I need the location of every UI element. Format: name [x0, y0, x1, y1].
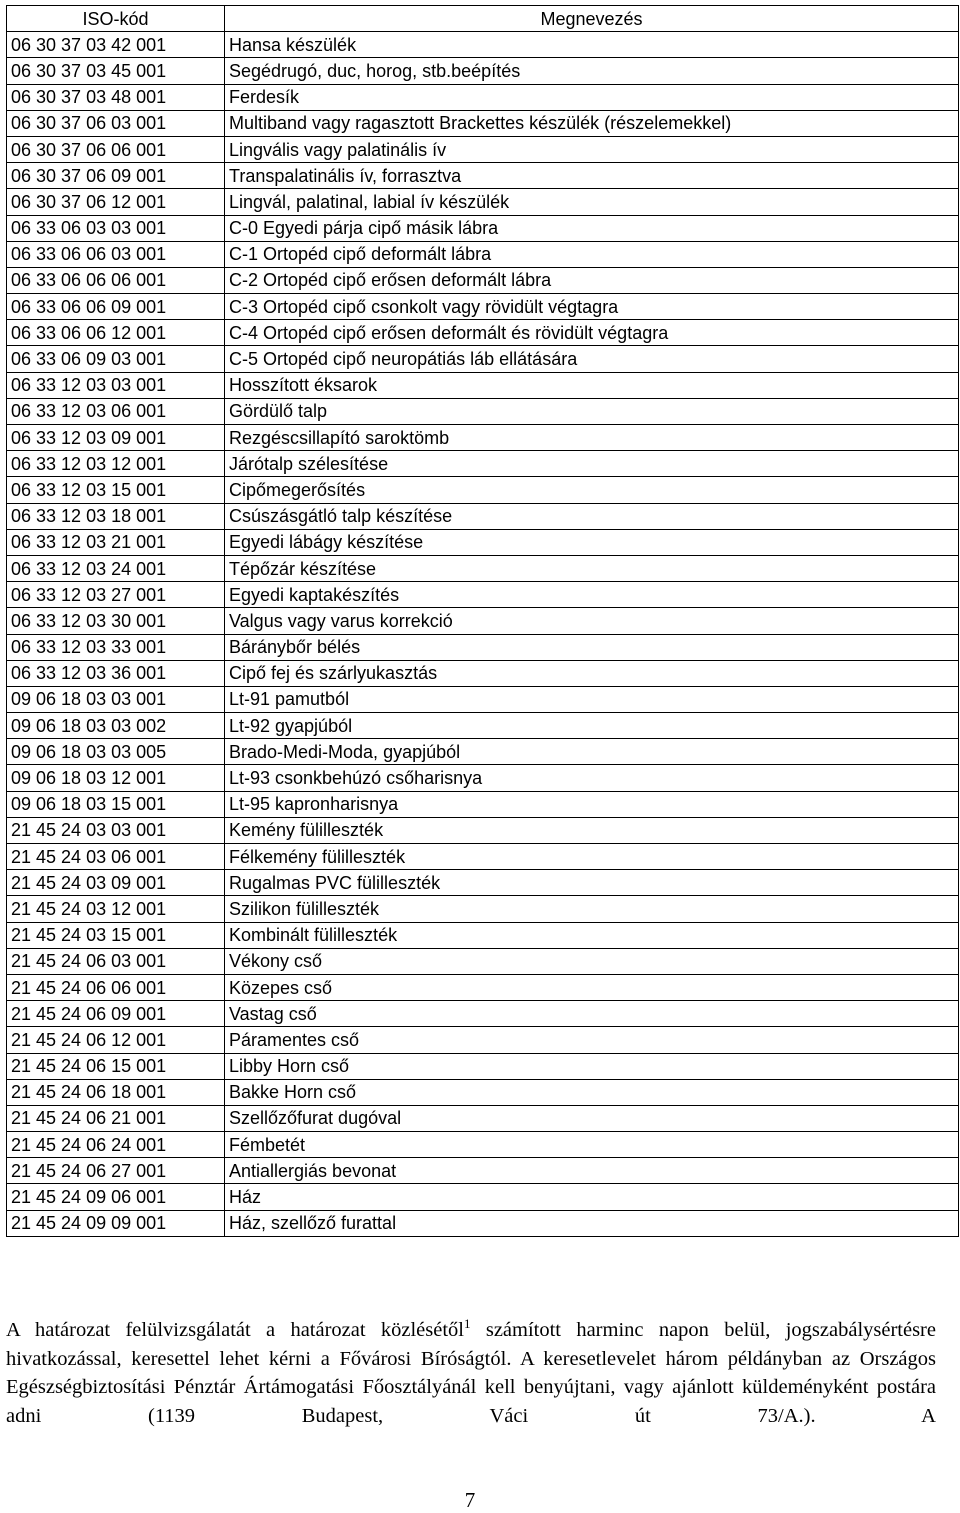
item-name-cell: Egyedi kaptakészítés — [225, 582, 959, 608]
item-name-cell: Rezgéscsillapító saroktömb — [225, 425, 959, 451]
table-row — [7, 1027, 959, 1053]
iso-code-cell: 21 45 24 06 06 001 — [7, 974, 225, 1000]
item-name-cell: Cipő fej és szárlyukasztás — [225, 660, 959, 686]
item-name-cell: C-2 Ortopéd cipő erősen deformált lábra — [225, 267, 959, 293]
table-row — [7, 58, 959, 84]
table-row — [7, 634, 959, 660]
item-name-cell: Multiband vagy ragasztott Brackettes készülék (részelemekkel) — [225, 110, 959, 136]
item-name-cell: Ház, szellőző furattal — [225, 1210, 959, 1236]
table-row — [7, 163, 959, 189]
iso-code-cell: 09 06 18 03 03 001 — [7, 686, 225, 712]
item-name-cell: Segédrugó, duc, horog, stb.beépítés — [225, 58, 959, 84]
iso-code-cell: 06 33 12 03 15 001 — [7, 477, 225, 503]
item-name-cell: C-3 Ortopéd cipő csonkolt vagy rövidült végtagra — [225, 294, 959, 320]
header-name — [225, 6, 959, 32]
iso-code-cell: 06 33 06 09 03 001 — [7, 346, 225, 372]
iso-code-cell: 21 45 24 03 03 001 — [7, 817, 225, 843]
iso-code-cell: 06 33 06 06 12 001 — [7, 320, 225, 346]
table-row — [7, 189, 959, 215]
table-row — [7, 451, 959, 477]
table-row — [7, 739, 959, 765]
iso-code-cell: 21 45 24 03 12 001 — [7, 896, 225, 922]
item-name-cell: Hosszított éksarok — [225, 372, 959, 398]
table-row — [7, 529, 959, 555]
table-row — [7, 136, 959, 162]
table-row — [7, 1053, 959, 1079]
notice-text-start: A határozat felülvizsgálatát a határozat közlésétől — [6, 1319, 465, 1341]
iso-code-cell: 06 33 12 03 03 001 — [7, 372, 225, 398]
iso-code-cell: 21 45 24 09 09 001 — [7, 1210, 225, 1236]
item-name-cell: Lt-92 gyapjúból — [225, 713, 959, 739]
iso-code-cell: 06 33 12 03 27 001 — [7, 582, 225, 608]
iso-code-cell: 21 45 24 06 24 001 — [7, 1132, 225, 1158]
item-name-cell: Kemény fülilleszték — [225, 817, 959, 843]
table-row — [7, 817, 959, 843]
iso-code-cell: 06 33 12 03 33 001 — [7, 634, 225, 660]
iso-code-cell: 21 45 24 06 18 001 — [7, 1079, 225, 1105]
item-name-cell: Rugalmas PVC fülilleszték — [225, 870, 959, 896]
item-name-cell: Gördülő talp — [225, 398, 959, 424]
item-name-cell: Szellőzőfurat dugóval — [225, 1105, 959, 1131]
table-row — [7, 1001, 959, 1027]
iso-code-cell: 06 30 37 06 06 001 — [7, 136, 225, 162]
table-row — [7, 608, 959, 634]
table-header-row — [7, 6, 959, 32]
iso-code-cell: 06 30 37 06 09 001 — [7, 163, 225, 189]
table-row — [7, 110, 959, 136]
table-row — [7, 84, 959, 110]
item-name-cell: Vékony cső — [225, 948, 959, 974]
iso-code-cell: 06 33 06 06 06 001 — [7, 267, 225, 293]
table-row — [7, 974, 959, 1000]
item-name-cell: Vastag cső — [225, 1001, 959, 1027]
iso-code-cell: 21 45 24 09 06 001 — [7, 1184, 225, 1210]
iso-code-cell: 09 06 18 03 15 001 — [7, 791, 225, 817]
iso-code-cell: 06 33 12 03 30 001 — [7, 608, 225, 634]
page-number: 7 — [464, 1488, 476, 1512]
table-row — [7, 1132, 959, 1158]
item-name-cell: Lt-93 csonkbehúzó csőharisnya — [225, 765, 959, 791]
item-name-cell: C-0 Egyedi párja cipő másik lábra — [225, 215, 959, 241]
iso-code-cell: 21 45 24 03 06 001 — [7, 844, 225, 870]
item-name-cell: Báránybőr bélés — [225, 634, 959, 660]
iso-code-cell: 09 06 18 03 03 005 — [7, 739, 225, 765]
iso-code-cell: 06 33 06 06 03 001 — [7, 241, 225, 267]
iso-code-cell: 06 33 12 03 21 001 — [7, 529, 225, 555]
iso-code-cell: 06 30 37 03 42 001 — [7, 32, 225, 58]
table-row — [7, 241, 959, 267]
item-name-cell: C-5 Ortopéd cipő neuropátiás láb ellátására — [225, 346, 959, 372]
item-name-cell: Transpalatinális ív, forrasztva — [225, 163, 959, 189]
table-row — [7, 713, 959, 739]
header-name-label: Megnevezés — [540, 8, 643, 29]
table-row — [7, 346, 959, 372]
appeal-notice-paragraph — [6, 1316, 936, 1430]
item-name-cell: Ferdesík — [225, 84, 959, 110]
table-row — [7, 294, 959, 320]
item-name-cell: Bakke Horn cső — [225, 1079, 959, 1105]
table-row — [7, 503, 959, 529]
iso-code-cell: 09 06 18 03 03 002 — [7, 713, 225, 739]
item-name-cell: Brado-Medi-Moda, gyapjúból — [225, 739, 959, 765]
iso-code-cell: 21 45 24 06 21 001 — [7, 1105, 225, 1131]
table-row — [7, 948, 959, 974]
header-iso-code: ISO-kód — [7, 6, 225, 32]
iso-code-cell: 21 45 24 06 12 001 — [7, 1027, 225, 1053]
iso-code-cell: 06 33 12 03 24 001 — [7, 555, 225, 581]
footnote-mark: 1 — [464, 1316, 471, 1331]
item-name-cell: Hansa készülék — [225, 32, 959, 58]
iso-code-cell: 06 33 12 03 09 001 — [7, 425, 225, 451]
item-name-cell: Kombinált fülilleszték — [225, 922, 959, 948]
iso-code-cell: 06 30 37 06 12 001 — [7, 189, 225, 215]
table-row — [7, 1105, 959, 1131]
table-row — [7, 320, 959, 346]
iso-code-cell: 21 45 24 06 27 001 — [7, 1158, 225, 1184]
table-row — [7, 372, 959, 398]
iso-code-cell: 06 33 12 03 18 001 — [7, 503, 225, 529]
iso-code-cell: 06 30 37 03 45 001 — [7, 58, 225, 84]
item-name-cell: Félkemény fülilleszték — [225, 844, 959, 870]
iso-code-cell: 06 33 12 03 06 001 — [7, 398, 225, 424]
iso-code-cell: 21 45 24 03 09 001 — [7, 870, 225, 896]
item-name-cell: Csúszásgátló talp készítése — [225, 503, 959, 529]
item-name-cell: C-4 Ortopéd cipő erősen deformált és rövidült végtagra — [225, 320, 959, 346]
item-name-cell: Közepes cső — [225, 974, 959, 1000]
item-name-cell: Tépőzár készítése — [225, 555, 959, 581]
table-row — [7, 844, 959, 870]
iso-code-table — [6, 5, 959, 1237]
iso-code-cell: 06 33 12 03 36 001 — [7, 660, 225, 686]
table-row — [7, 477, 959, 503]
notice-text-end: számított harminc napon belül, jogszabálysértésre hivatkozással, keresettel lehet kérni a Fővárosi Bíróságtól. A keresetlevelet három példányban az Országos Egészségbiztosítási Pénztár Ártámogatási Főosztályánál kell benyújtani, vagy ajánlott küldeményként postára adni (1139 Budapest, Váci út 73/A.). A — [6, 1319, 936, 1427]
iso-code-cell: 21 45 24 03 15 001 — [7, 922, 225, 948]
item-name-cell: Libby Horn cső — [225, 1053, 959, 1079]
table-row — [7, 215, 959, 241]
item-name-cell: Lingvál, palatinal, labial ív készülék — [225, 189, 959, 215]
iso-code-cell: 06 30 37 03 48 001 — [7, 84, 225, 110]
table-row — [7, 555, 959, 581]
table-row — [7, 686, 959, 712]
table-row — [7, 267, 959, 293]
table-row — [7, 765, 959, 791]
table-row — [7, 582, 959, 608]
table-row — [7, 1158, 959, 1184]
item-name-cell: C-1 Ortopéd cipő deformált lábra — [225, 241, 959, 267]
item-name-cell: Járótalp szélesítése — [225, 451, 959, 477]
iso-code-cell: 21 45 24 06 03 001 — [7, 948, 225, 974]
item-name-cell: Lt-91 pamutból — [225, 686, 959, 712]
item-name-cell: Fémbetét — [225, 1132, 959, 1158]
table-row — [7, 870, 959, 896]
table-row — [7, 660, 959, 686]
item-name-cell: Egyedi lábágy készítése — [225, 529, 959, 555]
table-row — [7, 791, 959, 817]
table-row — [7, 398, 959, 424]
item-name-cell: Szilikon fülilleszték — [225, 896, 959, 922]
item-name-cell: Lingvális vagy palatinális ív — [225, 136, 959, 162]
iso-code-cell: 21 45 24 06 15 001 — [7, 1053, 225, 1079]
iso-code-cell: 06 33 06 06 09 001 — [7, 294, 225, 320]
table-row — [7, 1184, 959, 1210]
table-row — [7, 896, 959, 922]
table-row — [7, 32, 959, 58]
item-name-cell: Páramentes cső — [225, 1027, 959, 1053]
iso-code-cell: 06 30 37 06 03 001 — [7, 110, 225, 136]
item-name-cell: Cipőmegerősítés — [225, 477, 959, 503]
table-body — [7, 32, 959, 1237]
iso-code-cell: 09 06 18 03 12 001 — [7, 765, 225, 791]
table-row — [7, 425, 959, 451]
table-row — [7, 922, 959, 948]
iso-code-cell: 21 45 24 06 09 001 — [7, 1001, 225, 1027]
iso-code-cell: 06 33 06 03 03 001 — [7, 215, 225, 241]
item-name-cell: Antiallergiás bevonat — [225, 1158, 959, 1184]
item-name-cell: Ház — [225, 1184, 959, 1210]
iso-code-cell: 06 33 12 03 12 001 — [7, 451, 225, 477]
table-row — [7, 1079, 959, 1105]
item-name-cell: Lt-95 kapronharisnya — [225, 791, 959, 817]
table-row — [7, 1210, 959, 1236]
item-name-cell: Valgus vagy varus korrekció — [225, 608, 959, 634]
